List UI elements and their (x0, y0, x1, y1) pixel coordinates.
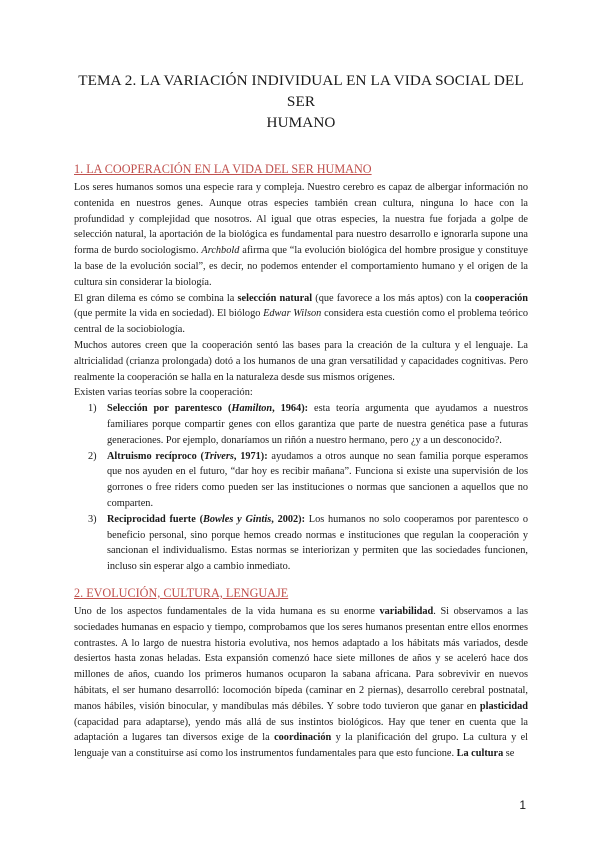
section-1-heading: 1. LA COOPERACIÓN EN LA VIDA DEL SER HUMANO (74, 162, 372, 176)
title-line-2: HUMANO (266, 114, 336, 131)
list-item: 1) Selección por parentesco (Hamilton, 1964): esta teoría argumenta que ayudamos a nuestros familiares porque compartir genes con ellos garantiza que parte de nuestra genética pase a futuras generaciones. Por ejemplo, donaríamos un riñón a nuestro hermano, pero ¿y a un desconocido?. (88, 403, 528, 446)
paragraph: Los seres humanos somos una especie rara y compleja. Nuestro cerebro es capaz de albergar información no contenida en nuestros genes. Aunque otras especies también crean cultura, ninguna lo hace con la profundidad y complejidad que nosotros. Al igual que otras especies, la nuestra fue forjada a golpe de selección natural, la aportación de la biológica es fundamental para nuestro desarrollo e ignorarla supone una forma de burdo sociologismo. Archbold afirma que “la evolución biológica del hombre prosigue y constituye la base de la evolución social”, es decir, no podemos entender el comportamiento humano y el origen de la cultura sin considerar la biología. (74, 182, 528, 288)
page-number: 1 (519, 798, 526, 812)
paragraph: Existen varias teorías sobre la cooperación: (74, 387, 253, 399)
document-page (74, 70, 528, 762)
list-item: 2) Altruismo recíproco (Trivers, 1971): ayudamos a otros aunque no sean familia porque esperamos que nos ayuden en el futuro, “dar hoy es recibir mañana”. Funciona si existe una supervisión de los gorrones o free riders como pueden ser las instituciones o normas que sancionen a aquellos que no comparten. (88, 450, 528, 509)
paragraph: Muchos autores creen que la cooperación sentó las bases para la creación de la cultura y el lenguaje. La altricialidad (crianza prolongada) dotó a los humanos de una gran versatilidad y capacidades cognitivas. Pero realmente la cooperación se halla en la naturaleza desde sus mismos orígenes. (74, 339, 528, 383)
paragraph: El gran dilema es cómo se combina la selección natural (que favorece a los más aptos) con la cooperación (que permite la vida en sociedad). El biólogo Edwar Wilson considera esta cuestión como el problema teórico central de la sociobiología. (74, 292, 529, 336)
title-line-1: TEMA 2. LA VARIACIÓN INDIVIDUAL EN LA VIDA SOCIAL DEL SER (78, 72, 524, 110)
paragraph: Uno de los aspectos fundamentales de la vida humana es su enorme variabilidad. Si observamos a las sociedades humanas en espacio y tiempo, comprobamos que los seres humanos presentan entre ellos enormes contrastes. A lo largo de nuestra historia evolutiva, nos hemos adaptado a los hábitats más variados, desde desiertos hasta zonas heladas. Esta expansión comenzó hace siete millones de años y se aceleró hace dos millones de años, cuando los primeros humanos ocuparon la sabana africana. Para sobrevivir en nuevos hábitats, el ser humano desarrolló: locomoción bípeda (caminar en 2 piernas), desarrollo cerebral postnatal, manos hábiles, visión binocular, y mandíbulas más débiles. Y sobre todo tuvieron que ganar en plasticidad (capacidad para adaptarse), yendo más allá de sus instintos biológicos. Hay que tener en cuenta que la adaptación a lugares tan diversos exige de la coordinación y la planificación del grupo. La cultura y el lenguaje van a constituirse así como los instrumentos fundamentales para que esto funcione. La cultura se (74, 605, 529, 760)
section-2-heading: 2. EVOLUCIÓN, CULTURA, LENGUAJE (74, 585, 289, 600)
list-item: 3) Reciprocidad fuerte (Bowles y Gintis, 2002): Los humanos no solo cooperamos por parentesco o beneficio personal, sino porque hemos creado normas e instituciones que regulan la cooperación y sancionan el individualismo. Estas normas se interiorizan y permiten que las sociedades funcionen, incluso sin esperar algo a cambio inmediato. (88, 513, 528, 573)
theory-list (74, 401, 528, 575)
document-title (74, 70, 528, 133)
